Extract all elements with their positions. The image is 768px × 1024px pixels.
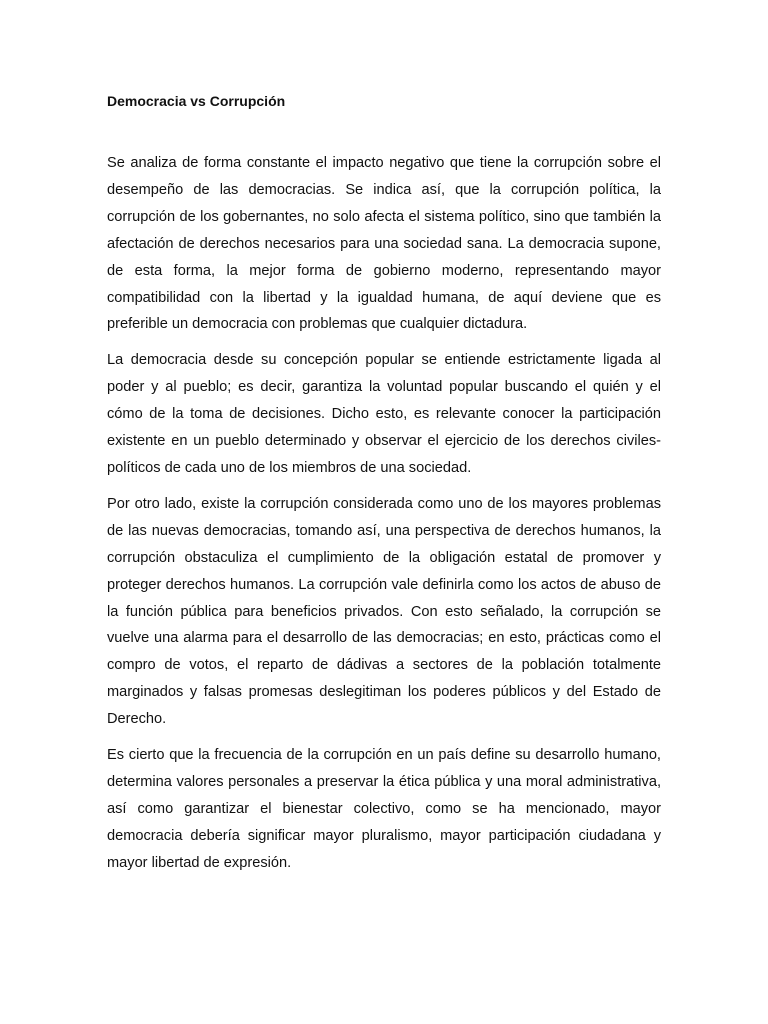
paragraph-1: Se analiza de forma constante el impacto negativo que tiene la corrupción sobre el desempeño de las democracias. Se indica así, que la corrupción política, la corrupción de los gobernantes, no solo afecta el sistema político, sino que también la afectación de derechos necesarios para una sociedad sana. La democracia supone, de esta forma, la mejor forma de gobierno moderno, representando mayor compatibilidad con la libertad y la igualdad humana, de aquí deviene que es preferible un democracia con problemas que cualquier dictadura. (107, 155, 661, 333)
document-title: Democracia vs Corrupción (107, 93, 286, 109)
paragraph-2: La democracia desde su concepción popular se entiende estrictamente ligada al poder y al pueblo; es decir, garantiza la voluntad popular buscando el quién y el cómo de la toma de decisiones. Dicho esto, es relevante conocer la participación existente en un pueblo determinado y observar el ejercicio de los derechos civiles-políticos de cada uno de los miembros de una sociedad. (107, 352, 661, 476)
paragraph-4: Es cierto que la frecuencia de la corrupción en un país define su desarrollo humano, determina valores personales a preservar la ética pública y una moral administrativa, así como garantizar el bienestar colectivo, como se ha mencionado, mayor democracia debería significar mayor pluralismo, mayor participación ciudadana y mayor libertad de expresión. (107, 747, 661, 871)
paragraph-3: Por otro lado, existe la corrupción considerada como uno de los mayores problemas de las nuevas democracias, tomando así, una perspectiva de derechos humanos, la corrupción obstaculiza el cumplimiento de la obligación estatal de promover y proteger derechos humanos. La corrupción vale definirla como los actos de abuso de la función pública para beneficios privados. Con esto señalado, la corrupción se vuelve una alarma para el desarrollo de las democracias; en esto, prácticas como el compro de votos, el reparto de dádivas a sectores de la población totalmente marginados y falsas promesas deslegitiman los poderes públicos y del Estado de Derecho. (107, 495, 661, 728)
document-body (107, 90, 661, 886)
